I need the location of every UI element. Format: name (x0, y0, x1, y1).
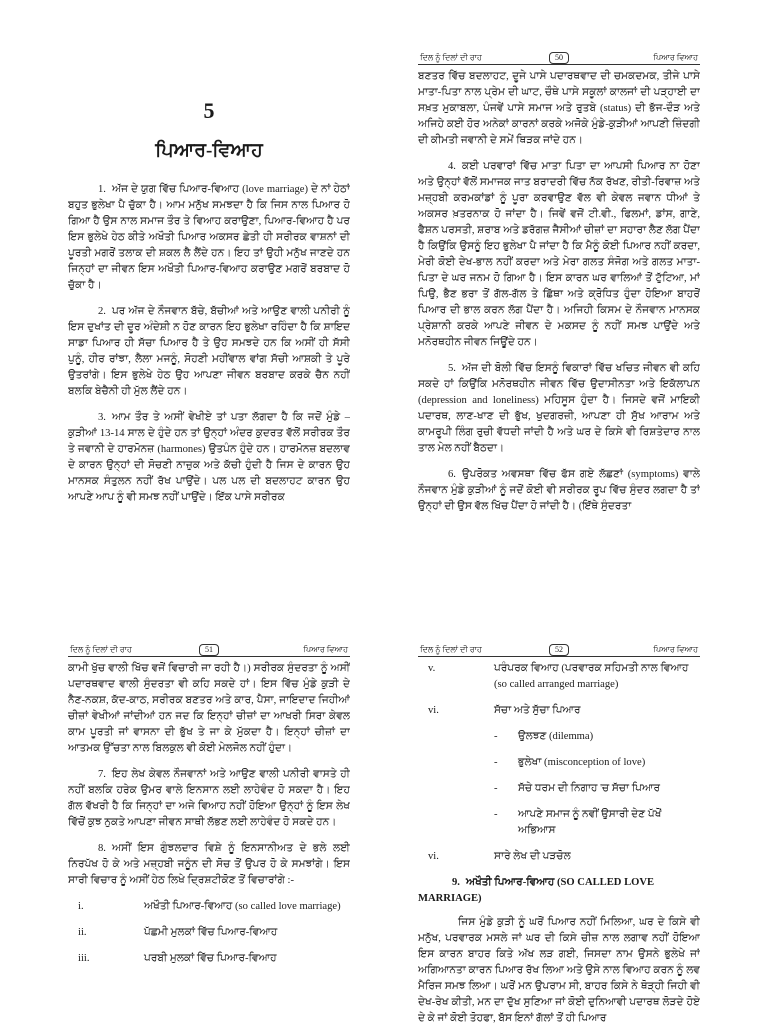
paragraph-number: 5. (448, 363, 456, 374)
paragraph-number: 6. (448, 469, 456, 480)
list-item-text: ਪਰਬੀ ਮੁਲਕਾਂ ਵਿੱਚ ਪਿਆਰ-ਵਿਆਹ (144, 953, 277, 964)
page-51 (68, 644, 350, 1024)
header-book-title: ਦਿਲ ਨੂੰ ਦਿਲਾਂ ਦੀ ਰਾਹ (420, 53, 482, 62)
heading-number: 9. (452, 877, 460, 888)
continuation-text: ਕਾਮੀ ਖੁੱਚ ਵਾਲੀ ਖਿੱਚ ਵਜੋਂ ਵਿਚਾਰੀ ਜਾ ਰਹੀ ਹੈ।) ਸਰੀਰਕ ਸੁੰਦਰਤਾ ਨੂੰ ਅਸੀਂ ਪਦਾਰਥਵਾਦ ਵਾਲੀ ਸੁੰਦਰਤਾ ਵੀ ਕਹਿ ਸਕਦੇ ਹਾਂ। ਇਸ ਵਿੱਚ ਮੁੰਡੇ ਕੁੜੀ ਦੇ ਨੈਣ-ਨਕਸ਼, ਕੱਦ-ਕਾਠ, ਸਰੀਰਕ ਬਣਤਰ ਅਤੇ ਕਾਰ, ਪੈਸਾ, ਜਾਇਦਾਦ ਜਿਹੀਆਂ ਚੀਜ਼ਾਂ ਵੇਖੀਆਂ ਜਾਂਦੀਆਂ ਹਨ ਜਦ ਕਿ ਇਨ੍ਹਾਂ ਚੀਜ਼ਾਂ ਦਾ ਆਖਰੀ ਸਿਰਾ ਕੇਵਲ ਕਾਮ ਪੂਰਤੀ ਜਾਂ ਵਾਸਨਾ ਦੀ ਭੁੱਖ ਤੇ ਜਾ ਕੇ ਮੁੱਕਦਾ ਹੈ। ਇਨ੍ਹਾਂ ਚੀਜ਼ਾਂ ਦਾ ਆਤਮਕ ਉੱਚਤਾ ਨਾਲ ਬਿਲਕੁਲ ਵੀ ਕੋਈ ਮੇਲਜੋਲ ਨਹੀਂ ਹੁੰਦਾ। (68, 663, 350, 754)
paragraph-number: 8. (98, 843, 106, 854)
paragraph-text: ਕਈ ਪਰਵਾਰਾਂ ਵਿੱਚ ਮਾਤਾ ਪਿਤਾ ਦਾ ਆਪਸੀ ਪਿਆਰ ਨਾ ਹੋਣਾ ਅਤੇ ਉਨ੍ਹਾਂ ਵੱਲੋਂ ਸਮਾਜਕ ਜਾਤ ਬਰਾਦਰੀ ਵਿੱਚ ਨੱਕ ਰੱਖਣ, ਰੀਤੀ-ਰਿਵਾਜ਼ ਅਤੇ ਮਜ਼੍ਹਬੀ ਕਰਮਕਾਂਡਾਂ ਨੂੰ ਪੂਰਾ ਕਰਵਾਉਣ ਵੱਲ ਵੀ ਕੇਵਲ ਜਵਾਨ ਧੀਆਂ ਤੇ ਅਕਸਰ ਖ਼ਤਰਨਾਕ ਹੋ ਜਾਂਦਾ ਹੈ। ਜਿਵੇਂ ਵਜੋਂ ਟੀ.ਵੀ., ਫਿਲਮਾਂ, ਡਾਂਸ, ਗਾਣੇ, ਫੈਸ਼ਨ ਪਰਸਤੀ, ਸ਼ਰਾਬ ਅਤੇ ਡਰੱਗਜ਼ ਜੈਸੀਆਂ ਚੀਜ਼ਾਂ ਦਾ ਸਹਾਰਾ ਲੈਣ ਲੱਗ ਪੈਂਦਾ ਹੈ ਕਿਉਂਕਿ ਉਸਨੂੰ ਇਹ ਭੁਲੇਖਾ ਪੈ ਜਾਂਦਾ ਹੈ ਕਿ ਮੈਨੂੰ ਕੋਈ ਪਿਆਰ ਨਹੀਂ ਕਰਦਾ, ਮੇਰੀ ਕੋਈ ਦੇਖ-ਭਾਲ ਨਹੀਂ ਕਰਦਾ ਅਤੇ ਮੇਰਾ ਗਲਤ ਸੰਜੋਗ ਅਤੇ ਗਲਤ ਮਾਤਾ-ਪਿਤਾ ਦੇ ਘਰ ਜਨਮ ਹੋ ਗਿਆ ਹੈ। ਇਸ ਕਾਰਨ ਘਰ ਵਾਲਿਆਂ ਤੋਂ ਟੁੱਟਿਆ, ਮਾਂ ਪਿਉ, ਭੈਣ ਭਰਾ ਤੋਂ ਗੱਲ-ਗੱਲ ਤੇ ਛਿੱਥਾ ਅਤੇ ਕ੍ਰੋਧਿਤ ਹੁੰਦਾ ਹੋਇਆ ਬਾਹਰੋਂ ਪਿਆਰ ਦੀ ਭਾਲ ਕਰਨ ਲੱਗ ਪੈਂਦਾ ਹੈ। ਅਜਿਹੀ ਕਿਸਮ ਦੇ ਨੌਜਵਾਨ ਮਾਨਸਕ ਪ੍ਰੇਸ਼ਾਨੀ ਕਰਕੇ ਆਪਣੇ ਜੀਵਨ ਦੇ ਮਕਸਦ ਨੂੰ ਨਹੀਂ ਸਮਝ ਪਾਉਂਦੇ ਅਤੇ ਮਨੋਰਥਹੀਨ ਜੀਵਨ ਜਿਊਂਦੇ ਹਨ। (418, 161, 700, 348)
paragraph-text: ਜਿਸ ਮੁੰਡੇ ਕੁੜੀ ਨੂੰ ਘਰੋਂ ਪਿਆਰ ਨਹੀਂ ਮਿਲਿਆ, ਘਰ ਦੇ ਕਿਸੇ ਵੀ ਮਨੁੱਖ, ਪਰਵਾਰਕ ਮਸਲੇ ਜਾਂ ਘਰ ਦੀ ਕਿਸੇ ਚੀਜ਼ ਨਾਲ ਲਗਾਵ ਨਹੀਂ ਹੋਇਆ ਇਸ ਕਾਰਨ ਬਾਹਰ ਕਿਤੇ ਅੱਖ ਲੜ ਗਈ, ਜਿਸਦਾ ਨਾਮ ਉਸਨੇ ਭੁਲੇਖੇ ਜਾਂ ਅਗਿਆਨਤਾ ਕਾਰਨ ਪਿਆਰ ਰੱਖ ਲਿਆ ਅਤੇ ਉਸੇ ਨਾਲ ਵਿਆਹ ਕਰਨ ਨੂੰ ਲਵ ਮੈਰਿਜ ਸਮਝ ਲਿਆ। ਘਰੋਂ ਮਨ ਉਪਰਾਮ ਸੀ, ਬਾਹਰ ਕਿਸੇ ਨੇ ਥੋੜ੍ਹੀ ਜਿਹੀ ਵੀ ਦੇਖ-ਰੇਖ ਕੀਤੀ, ਮਨ ਦਾ ਦੁੱਖ ਸੁਣਿਆ ਜਾਂ ਕੋਈ ਦੁਨਿਆਵੀ ਪਦਾਰਥ ਲੋੜਦੇ ਹੋਏ ਦੇ ਕੇ ਜਾਂ ਕੋਈ ਤੋਹਫਾ, ਬੱਸ ਇਨਾਂ ਗੱਲਾਂ ਤੋਂ ਹੀ ਪਿਆਰ (418, 917, 700, 1024)
list-item-numeral: i. (78, 901, 84, 912)
list-item (428, 661, 700, 693)
list-item-text: ਪਰੰਪਰਕ ਵਿਆਹ (ਪਰਵਾਰਕ ਸਹਿਮਤੀ ਨਾਲ ਵਿਆਹ (so called arranged marriage) (494, 663, 689, 690)
paragraph-9 (418, 915, 700, 1024)
list-item-text: ਸਾਰੇ ਲੇਖ ਦੀ ਪੜਚੋਲ (494, 851, 571, 862)
list-item (428, 849, 700, 865)
paragraph-3 (68, 410, 350, 506)
paragraph-5 (418, 361, 700, 457)
list-item (78, 951, 350, 967)
sub-list-item (494, 807, 700, 839)
paragraph-text: ਆਮ ਤੌਰ ਤੇ ਅਸੀਂ ਵੇਖੀਏ ਤਾਂ ਪਤਾ ਲੱਗਦਾ ਹੈ ਕਿ ਜਦੋਂ ਮੁੰਡੇ – ਕੁੜੀਆਂ 13-14 ਸਾਲ ਦੇ ਹੁੰਦੇ ਹਨ ਤਾਂ ਉਨ੍ਹਾਂ ਅੰਦਰ ਕੁਦਰਤ ਵੱਲੋਂ ਸਰੀਰਕ ਤੌਰ ਤੇ ਜਵਾਨੀ ਦੇ ਹਾਰਮੋਨਜ਼ (harmones) ਉਤਪੰਨ ਹੁੰਦੇ ਹਨ। ਹਾਰਮੋਨਜ਼ ਬਦਲਾਵ ਦੇ ਕਾਰਨ ਉਨ੍ਹਾਂ ਦੀ ਸੋਚਣੀ ਨਾਜ਼ੁਕ ਅਤੇ ਕੱਚੀ ਹੁੰਦੀ ਹੈ ਜਿਸ ਦੇ ਕਾਰਨ ਉਹ ਮਾਨਸਕ ਸੰਤੁਲਨ ਨਹੀਂ ਰੱਖ ਪਾਉਂਦੇ। ਪਲ ਪਲ ਦੀ ਬਦਲਾਹਟ ਕਾਰਨ ਉਹ ਆਪਣੇ ਆਪ ਨੂੰ ਵੀ ਸਮਝ ਨਹੀਂ ਪਾਉਂਦੇ। ਇੱਕ ਪਾਸੇ ਸਰੀਰਕ (68, 412, 350, 503)
sub-list-dash: - (494, 731, 498, 742)
list-item (78, 899, 350, 915)
list-item (78, 925, 350, 941)
paragraph-8 (68, 841, 350, 889)
paragraph-1 (68, 182, 350, 294)
header-chapter-title: ਪਿਆਰ ਵਿਆਹ (653, 645, 698, 654)
paragraph-number: 4. (448, 161, 456, 172)
paragraph-7 (68, 767, 350, 831)
header-chapter-title: ਪਿਆਰ ਵਿਆਹ (303, 645, 348, 654)
list-item-numeral: v. (428, 663, 436, 674)
sub-list-item (494, 755, 700, 771)
list-item-text: ਸੱਚਾ ਅਤੇ ਸੁੱਚਾ ਪਿਆਰ (494, 705, 581, 716)
page-52 (418, 644, 700, 1024)
page-50 (418, 52, 700, 572)
sub-list-dash: - (494, 757, 498, 768)
paragraph-text: ਅਸੀਂ ਇਸ ਗੁੰਝਲਦਾਰ ਵਿਸ਼ੇ ਨੂੰ ਇਨਸਾਨੀਅਤ ਦੇ ਭਲੇ ਲਈ ਨਿਰਪੱਖ ਹੋ ਕੇ ਅਤੇ ਮਜ਼੍ਹਬੀ ਜਨੂੰਨ ਦੀ ਸੋਚ ਤੋਂ ਉਪਰ ਹੋ ਕੇ ਸਮਝਾਂਗੇ। ਇਸ ਸਾਰੀ ਵਿਚਾਰ ਨੂੰ ਅਸੀਂ ਹੇਠ ਲਿਖੇ ਦ੍ਰਿਸ਼ਟੀਕੋਣ ਤੋਂ ਵਿਚਾਰਾਂਗੇ :- (68, 843, 350, 886)
running-header (418, 644, 700, 657)
header-chapter-title: ਪਿਆਰ ਵਿਆਹ (653, 53, 698, 62)
sub-list-dash: - (494, 809, 498, 820)
sub-list-text: ਉਲਝਣ (dilemma) (518, 731, 594, 742)
paragraph-text: ਇਹ ਲੇਖ ਕੇਵਲ ਨੌਜਵਾਨਾਂ ਅਤੇ ਆਉਣ ਵਾਲੀ ਪਨੀਰੀ ਵਾਸਤੇ ਹੀ ਨਹੀਂ ਬਲਕਿ ਹਰੇਕ ਉਮਰ ਵਾਲੇ ਇਨਸਾਨ ਲਈ ਲਾਹੇਵੰਦ ਹੋ ਸਕਦਾ ਹੈ। ਇਹ ਗੱਲ ਵੱਖਰੀ ਹੈ ਕਿ ਜਿਨ੍ਹਾਂ ਦਾ ਅਜੇ ਵਿਆਹ ਨਹੀਂ ਹੋਇਆ ਉਨ੍ਹਾਂ ਨੂੰ ਇਸ ਲੇਖ ਵਿੱਚੋਂ ਕੁਝ ਨੁਕਤੇ ਆਪਣਾ ਜੀਵਨ ਸਾਥੀ ਲੱਭਣ ਲਈ ਲਾਹੇਵੰਦ ਹੋ ਸਕਦੇ ਹਨ। (68, 769, 350, 828)
page-number: 51 (199, 644, 219, 656)
chapter-title: ਪਿਆਰ-ਵਿਆਹ (155, 140, 263, 161)
section-heading-9 (418, 875, 700, 907)
paragraph-4 (418, 159, 700, 351)
running-header (418, 52, 700, 65)
paragraph-2 (68, 304, 350, 400)
paragraph-number: 7. (98, 769, 106, 780)
chapter-number: 5 (203, 98, 215, 123)
heading-text: ਅਖੌਤੀ ਪਿਆਰ-ਵਿਆਹ (SO CALLED LOVE MARRIAGE) (418, 877, 655, 904)
running-header (68, 644, 350, 657)
page-number: 52 (549, 644, 569, 656)
list-item-numeral: iii. (78, 953, 90, 964)
paragraph-text: ਅੱਜ ਦੇ ਯੁਗ ਵਿੱਚ ਪਿਆਰ-ਵਿਆਹ (love marriage) ਦੇ ਨਾਂ ਹੇਠਾਂ ਬਹੁਤ ਭੁਲੇਖਾ ਪੈ ਚੁੱਕਾ ਹੈ। ਆਮ ਮਨੁੱਖ ਸਮਝਦਾ ਹੈ ਕਿ ਜਿਸ ਨਾਲ ਪਿਆਰ ਹੋ ਗਿਆ ਹੈ ਉਸ ਨਾਲ ਸਮਾਜ ਤੌਰ ਤੇ ਵਿਆਹ ਕਰਾਉਣਾ, ਪਿਆਰ-ਵਿਆਹ ਹੈ ਪਰ ਇਸ ਭੁਲੇਖੇ ਹੇਠ ਕੀਤੇ ਅਖੌਤੀ ਪਿਆਰ ਅਕਸਰ ਛੇਤੀ ਹੀ ਸਰੀਰਕ ਵਾਸ਼ਨਾਂ ਦੀ ਪੂਰਤੀ ਮਗਰੋਂ ਤਲਾਕ ਦੀ ਸ਼ਕਲ ਲੈ ਲੈਂਦੇ ਹਨ। ਇਹ ਤਾਂ ਉਹੀ ਮਨੁੱਖ ਜਾਣਦੇ ਹਨ ਜਿਨ੍ਹਾਂ ਦਾ ਜੀਵਨ ਇਸ ਅਖੌਤੀ ਪਿਆਰ-ਵਿਆਹ ਕਰਾਉਣ ਮਗਰੋਂ ਬਰਬਾਦ ਹੋ ਚੁੱਕਾ ਹੈ। (68, 184, 350, 291)
paragraph-text: ਉਪਰੋਕਤ ਅਵਸਥਾ ਵਿੱਚ ਫੱਸ ਗਏ ਲੱਛਣਾਂ (symptoms) ਵਾਲੇ ਨੌਜਵਾਨ ਮੁੰਡੇ ਕੁੜੀਆਂ ਨੂੰ ਜਦੋਂ ਕੋਈ ਵੀ ਸਰੀਰਕ ਰੂਪ ਵਿੱਚ ਸੁੰਦਰ ਲਗਦਾ ਹੈ ਤਾਂ ਉਨ੍ਹਾਂ ਦੀ ਉਸ ਵੱਲ ਖਿੱਚ ਪੈਂਦਾ ਹੋ ਜਾਂਦੀ ਹੈ। (ਇੱਥੇ ਸੁੰਦਰਤਾ (418, 469, 700, 512)
paragraph-6 (418, 467, 700, 515)
list-item-numeral: vi. (428, 851, 439, 862)
page-top-left (68, 88, 350, 558)
sub-list-text: ਆਪਣੇ ਸਮਾਜ ਨੂੰ ਨਵੀਂ ਉਸਾਰੀ ਦੇਣ ਪੱਖੋਂ ਅਭਿਆਸ (518, 809, 662, 836)
list-item-numeral: ii. (78, 927, 87, 938)
header-book-title: ਦਿਲ ਨੂੰ ਦਿਲਾਂ ਦੀ ਰਾਹ (70, 645, 132, 654)
list-item-numeral: vi. (428, 705, 439, 716)
header-book-title: ਦਿਲ ਨੂੰ ਦਿਲਾਂ ਦੀ ਰਾਹ (420, 645, 482, 654)
list-item-text: ਪੱਛਮੀ ਮੁਲਕਾਂ ਵਿੱਚ ਪਿਆਰ-ਵਿਆਹ (144, 927, 278, 938)
sub-list-text: ਭੁਲੇਖਾ (misconception of love) (518, 757, 646, 768)
continuation-text: ਬਣਤਰ ਵਿੱਚ ਬਦਲਾਹਟ, ਦੂਜੇ ਪਾਸੇ ਪਦਾਰਥਵਾਦ ਦੀ ਚਮਕਦਮਕ, ਤੀਜੇ ਪਾਸੇ ਮਾਤਾ-ਪਿਤਾ ਨਾਲ ਪ੍ਰੇਮ ਦੀ ਘਾਟ, ਚੌਥੇ ਪਾਸੇ ਸਕੂਲਾਂ ਕਾਲਜਾਂ ਦੀ ਪੜ੍ਹਾਈ ਦਾ ਸਖ਼ਤ ਮੁਕਾਬਲਾ, ਪੰਜਵੇਂ ਪਾਸੇ ਸਮਾਜ ਅਤੇ ਰੁਤਬੇ (status) ਦੀ ਭੱਜ-ਦੌੜ ਅਤੇ ਅਜਿਹੇ ਕਈ ਹੋਰ ਅਨੇਕਾਂ ਕਾਰਨਾਂ ਕਰਕੇ ਅਜੋਕੇ ਮੁੰਡੇ-ਕੁੜੀਆਂ ਆਪਣੀ ਜ਼ਿੰਦਗੀ ਦੀ ਕੀਮਤੀ ਜਵਾਨੀ ਦੇ ਸਮੇਂ ਥਿੜਕ ਜਾਂਦੇ ਹਨ। (418, 71, 700, 146)
list-item (428, 703, 700, 719)
sub-list-item (494, 729, 700, 745)
list-item-text: ਅਖੌਤੀ ਪਿਆਰ-ਵਿਆਹ (so called love marriage) (144, 901, 341, 912)
page-number: 50 (549, 52, 569, 64)
paragraph-text: ਅੱਜ ਦੀ ਬੋਲੀ ਵਿੱਚ ਇਸਨੂੰ ਵਿਕਾਰਾਂ ਵਿੱਚ ਖਚਿਤ ਜੀਵਨ ਵੀ ਕਹਿ ਸਕਦੇ ਹਾਂ ਕਿਉਂਕਿ ਮਨੋਰਥਹੀਨ ਜੀਵਨ ਵਿੱਚ ਉਦਾਸੀਨਤਾ ਅਤੇ ਇਕੱਲਾਪਨ (depression and loneliness) ਮਹਿਸੂਸ ਹੁੰਦਾ ਹੈ। ਜਿਸਦੇ ਵਜੋਂ ਮਾਇਕੀ ਪਦਾਰਥ, ਲਾਣ-ਖਾਣ ਦੀ ਭੁੱਖ, ਖੁਦਗਰਜ਼ੀ, ਆਪਣਾ ਹੀ ਸੁੱਖ ਆਰਾਮ ਅਤੇ ਕਾਮਰੂਪੀ ਲਿੰਗ ਰੁਚੀ ਵੱਧਦੀ ਜਾਂਦੀ ਹੈ ਅਤੇ ਘਰ ਦੇ ਕਿਸੇ ਵੀ ਰਿਸ਼ਤੇਦਾਰ ਨਾਲ ਤਾਲ ਮੇਲ ਨਹੀਂ ਬੈਠਦਾ। (418, 363, 700, 454)
paragraph-number: 1. (98, 184, 106, 195)
sub-list-item (494, 781, 700, 797)
paragraph-number: 3. (98, 412, 106, 423)
paragraph-text: ਪਰ ਅੱਜ ਦੇ ਨੌਜਵਾਨ ਬੱਚੇ, ਬੱਚੀਆਂ ਅਤੇ ਆਉਣ ਵਾਲੀ ਪਨੀਰੀ ਨੂੰ ਇਸ ਦੁਖਾਂਤ ਦੀ ਦੂਰ ਅੰਦੇਸ਼ੀ ਨ ਹੋਣ ਕਾਰਨ ਇਹ ਭੁਲੇਖਾ ਰਹਿੰਦਾ ਹੈ ਕਿ ਸ਼ਾਇਦ ਸਾਡਾ ਪਿਆਰ ਹੀ ਸੱਚਾ ਪਿਆਰ ਹੈ ਤੇ ਉਹ ਸਮਝਦੇ ਹਨ ਕਿ ਅਸੀਂ ਹੀ ਸੱਸੀ ਪੁਨੂੰ, ਹੀਰ ਰਾਂਝਾ, ਲੈਲਾ ਮਜਨੂੰ, ਸੋਹਣੀ ਮਹੀਂਵਾਲ ਵਾਂਗ ਸੱਚੀ ਆਸ਼ਕੀ ਤੇ ਪੂਰੇ ਉਤਰਾਂਗੇ। ਇਸ ਭੁਲੇਖੇ ਹੇਠ ਉਹ ਆਪਣਾ ਜੀਵਨ ਬਰਬਾਦ ਕਰਕੇ ਚੈਨ ਨਹੀਂ ਬਲਕਿ ਬੇਚੈਨੀ ਹੀ ਮੁੱਲ ਲੈਂਦੇ ਹਨ। (68, 306, 350, 397)
sub-list-text: ਸੱਚੇ ਧਰਮ ਦੀ ਨਿਗਾਹ 'ਚ ਸੱਚਾ ਪਿਆਰ (518, 783, 661, 794)
paragraph-number: 2. (98, 306, 106, 317)
sub-list-dash: - (494, 783, 498, 794)
